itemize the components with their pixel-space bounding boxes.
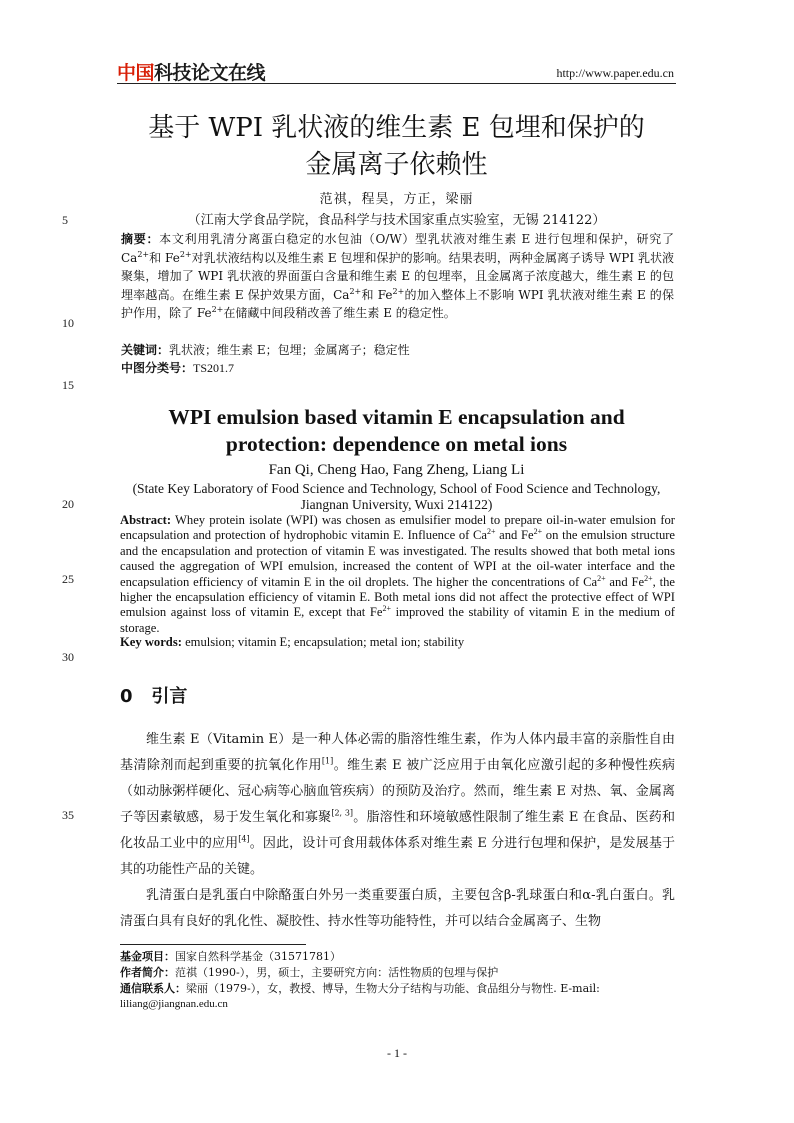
superscript: 2+: [392, 286, 405, 296]
cn-abstract-text: 在储藏中间段稍改善了维生素 E 的稳定性。: [223, 306, 456, 320]
citation[interactable]: [1]: [321, 756, 334, 766]
cn-classification-label: 中图分类号：: [121, 361, 194, 375]
line-number: 15: [62, 378, 74, 392]
cn-authors: 范祺，程昊，方正，梁丽: [319, 192, 474, 207]
en-keywords-text: emulsion; vitamin E; encapsulation; metal ion; stability: [181, 635, 465, 649]
en-abstract-text: , the higher the encapsulation efficiency of vitamin E. Both metal ions did not affect the protective effect of WPI emulsion against loss of vitamin E, except that Fe: [120, 574, 675, 620]
en-keywords-label: Key words:: [120, 635, 182, 649]
cn-title: [117, 110, 676, 184]
en-keywords: [120, 635, 675, 650]
page-number: - 1 -: [387, 1046, 407, 1060]
section-number: 0: [120, 686, 133, 707]
cn-abstract-label: 摘要：: [121, 232, 160, 246]
superscript: 2+: [486, 527, 496, 537]
en-affil-line2: Jiangnan University, Wuxi 214122): [300, 497, 493, 512]
superscript: 2+: [644, 573, 653, 583]
cn-abstract-text: 和 Fe: [361, 287, 393, 302]
cn-abstract-text: 的加入整体上不影响 WPI 乳状液对维生素 E 的保护作用，除了 Fe: [121, 287, 675, 320]
body-text-span: 乳清蛋白是乳蛋白中除酪蛋白外另一类重要蛋白质，主要包含β-乳球蛋白和α-乳白蛋白。乳清蛋白具有良好的乳化性、凝胶性、持水性等功能特性，并可以结合金属离子、生物: [120, 888, 675, 929]
superscript: 2+: [137, 249, 150, 259]
footnote-author-text: 范祺（1990-），男，硕士，主要研究方向：活性物质的包埋与保护: [175, 966, 499, 979]
body-text-span: 。脂溶性和环境敏感性限制了维生素 E 在食品、医药和化妆品工业中的应用: [120, 810, 675, 851]
body-text-span: 。因此，设计可食用载体体系对维生素 E 分进行包埋和保护，是发展基于其的功能性产品的关键。: [120, 836, 675, 877]
body-text-span: 维生素 E（Vitamin E）是一种人体必需的脂溶性维生素，作为人体内最丰富的亲脂性自由基清除剂而起到重要的抗氧化作用: [120, 732, 675, 773]
line-number: 10: [62, 316, 74, 330]
body-text-span: 。维生素 E 被广泛应用于由氧化应激引起的多种慢性疾病（如动脉粥样硬化、冠心病等心脑血管疾病）的预防及治疗。然而，维生素 E 对热、氧、金属离子等因素敏感，易于发生氧化和寡聚: [120, 758, 675, 825]
citation[interactable]: [2, 3]: [331, 808, 354, 818]
header-rule: [117, 83, 676, 84]
line-number: 35: [62, 808, 74, 822]
footnote-funding-text: 国家自然科学基金（31571781）: [175, 950, 341, 963]
footnote-author: [120, 965, 675, 981]
cn-abstract-text: 本文利用乳清分离蛋白稳定的水包油（O/W）型乳状液对维生素 E 进行包埋和保护，研究了 Ca: [121, 232, 674, 265]
footnote-contact-text: 梁丽（1979-），女，教授、博导，生物大分子结构与功能、食品组分与物性. E-mail:: [186, 982, 600, 995]
section-heading: [120, 682, 187, 708]
superscript: 2+: [211, 305, 224, 314]
logo-red-text: 中国: [117, 62, 155, 84]
body-paragraph: [120, 883, 675, 935]
en-title-line2: protection: dependence on metal ions: [225, 432, 568, 456]
superscript: 2+: [349, 286, 362, 296]
cn-keywords-label: 关键词：: [121, 343, 170, 357]
superscript: 2+: [179, 249, 192, 259]
en-abstract: [120, 513, 675, 636]
superscript: 2+: [597, 573, 606, 583]
en-abstract-text: and Fe: [605, 574, 645, 589]
en-abstract-text: on the emulsion structure and the encapsulation and protection of vitamin E was investigated. The results showed that both metal ions caused the aggregation of WPI emulsion, increased the content of WPI at the oil-water interface and the encapsulation efficiency of vitamin E in the oil droplets. The higher the concentrations of Ca: [120, 528, 676, 589]
cn-classification: [121, 359, 674, 378]
en-abstract-text: Whey protein isolate (WPI) was chosen as emulsifier model to prepare oil-in-water emulsion for encapsulation and protection of hydrophobic vitamin E. Influence of Ca: [120, 513, 675, 543]
footnote-rule: [120, 944, 306, 945]
line-number: 20: [62, 497, 74, 511]
logo-dark-text: 科技论文在线: [154, 62, 266, 84]
cn-title-line1: 基于 WPI 乳状液的维生素 E 包埋和保护的: [148, 113, 645, 143]
section-title: 引言: [151, 686, 188, 707]
cn-keywords-text: 乳状液；维生素 E；包埋；金属离子；稳定性: [169, 343, 410, 357]
en-abstract-label: Abstract:: [120, 513, 172, 527]
en-affil-line1: (State Key Laboratory of Food Science and Technology, School of Food Science and Technology,: [132, 481, 661, 496]
en-title-line1: WPI emulsion based vitamin E encapsulation and: [168, 405, 625, 429]
body-paragraph: [120, 727, 675, 883]
cn-title-line2: 金属离子依赖性: [305, 150, 488, 180]
en-abstract-text: and Fe: [495, 528, 534, 543]
footnote-contact: [120, 981, 675, 1012]
footnote-funding: [120, 949, 675, 965]
cn-classification-code: TS201.7: [193, 361, 235, 375]
line-number: 5: [62, 213, 68, 227]
en-authors: Fan Qi, Cheng Hao, Fang Zheng, Liang Li: [268, 462, 525, 478]
footnote-funding-label: 基金项目：: [120, 950, 175, 963]
site-url[interactable]: http://www.paper.edu.cn: [556, 66, 674, 80]
cn-abstract: [121, 230, 674, 323]
cn-affiliation: （江南大学食品学院，食品科学与技术国家重点实验室，无锡 214122）: [187, 213, 606, 228]
site-logo: [117, 58, 265, 85]
footnote-author-label: 作者简介：: [120, 966, 175, 979]
cn-abstract-text: 对乳状液结构以及维生素 E 包埋和保护的影响。结果表明，两种金属离子诱导 WPI 乳状液聚集，增加了 WPI 乳状液的界面蛋白含量和维生素 E 的包埋率，且金属离子浓度越大，维生素 E 的包埋率越高。在维生素 E 保护效果方面，Ca: [121, 250, 675, 302]
footnote-contact-label: 通信联系人：: [120, 982, 186, 995]
superscript: 2+: [533, 527, 543, 537]
citation[interactable]: [4]: [238, 834, 250, 844]
superscript: 2+: [382, 604, 392, 614]
line-number: 25: [62, 572, 74, 586]
line-number: 30: [62, 650, 74, 664]
footnote-email[interactable]: liliang@jiangnan.edu.cn: [120, 997, 228, 1010]
en-affiliation: [117, 481, 676, 513]
body-text: [120, 727, 675, 935]
en-abstract-text: improved the stability of vitamin E in the medium of storage.: [120, 605, 676, 635]
cn-keywords: [121, 341, 674, 360]
cn-abstract-text: 和 Fe: [149, 250, 180, 265]
en-title: [117, 404, 676, 458]
